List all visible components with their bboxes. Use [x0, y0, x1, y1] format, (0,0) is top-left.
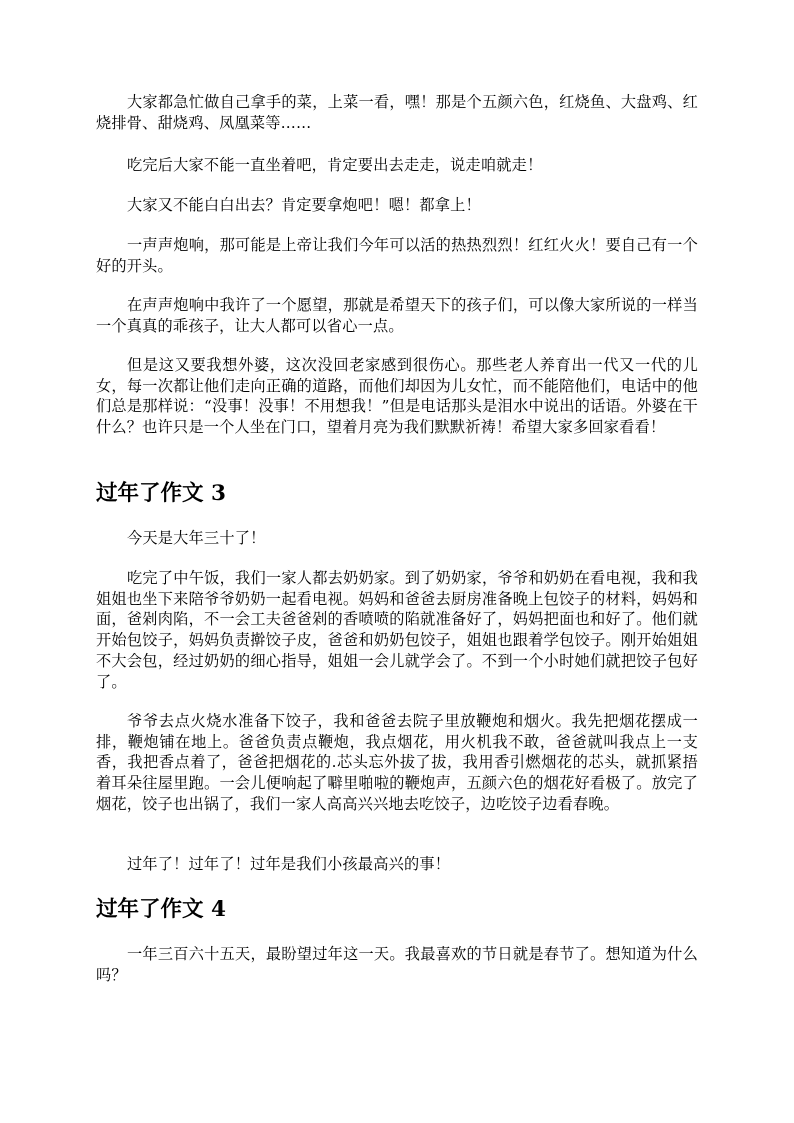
paragraph: 但是这又要我想外婆，这次没回老家感到很伤心。那些老人养育出一代又一代的儿女，每一次都让他们走向正确的道路，而他们却因为儿女忙，而不能陪他们，电话中的他们总是那样说：“没事！没事！不用想我！”但是电话那头是泪水中说出的话语。外婆在干什么？也许只是一个人坐在门口，望着月亮为我们默默祈祷！希望大家多回家看看！: [96, 356, 698, 437]
paragraph: 今天是大年三十了！: [127, 529, 266, 547]
paragraph: 大家都急忙做自己拿手的菜，上菜一看，嘿！那是个五颜六色，红烧鱼、大盘鸡、红烧排骨、甜烧鸡、凤凰菜等……: [96, 93, 698, 132]
paragraph: 一声声炮响，那可能是上帝让我们今年可以活的热热烈烈！红红火火！要自己有一个好的开头。: [96, 236, 698, 275]
paragraph: 吃完后大家不能一直坐着吧，肯定要出去走走，说走咱就走！: [127, 156, 543, 174]
paragraph: 过年了！过年了！过年是我们小孩最高兴的事！: [127, 855, 451, 873]
section-heading: 过年了作文 3: [96, 481, 226, 506]
paragraph: 一年三百六十五天，最盼望过年这一天。我最喜欢的节日就是春节了。想知道为什么吗？: [96, 945, 698, 984]
paragraph: 爷爷去点火烧水准备下饺子，我和爸爸去院子里放鞭炮和烟火。我先把烟花摆成一排，鞭炮铺在地上。爸爸负责点鞭炮，我点烟花，用火机我不敢，爸爸就叫我点上一支香，我把香点着了，爸爸把烟花的.芯头忘外拔了拔，我用香引燃烟花的芯头，就抓紧捂着耳朵往屋里跑。一会儿便响起了噼里啪啦的鞭炮声，五颜六色的烟花好看极了。放完了烟花，饺子也出锅了，我们一家人高高兴兴地去吃饺子，边吃饺子边看春晚。: [96, 712, 698, 813]
paragraph: 吃完了中午饭，我们一家人都去奶奶家。到了奶奶家，爷爷和奶奶在看电视，我和我姐姐也坐下来陪爷爷奶奶一起看电视。妈妈和爸爸去厨房准备晚上包饺子的材料，妈妈和面，爸剁肉陷，不一会工夫爸爸剁的香喷喷的陷就准备好了，妈妈把面也和好了。他们就开始包饺子，妈妈负责擀饺子皮，爸爸和奶奶包饺子，姐姐也跟着学包饺子。刚开始姐姐不大会包，经过奶奶的细心指导，姐姐一会儿就学会了。不到一个小时她们就把饺子包好了。: [96, 569, 698, 691]
paragraph: 在声声炮响中我许了一个愿望，那就是希望天下的孩子们，可以像大家所说的一样当一个真真的乖孩子，让大人都可以省心一点。: [96, 296, 698, 335]
section-heading: 过年了作文 4: [96, 897, 226, 922]
paragraph: 大家又不能白白出去？肯定要拿炮吧！嗯！都拿上！: [127, 196, 481, 214]
